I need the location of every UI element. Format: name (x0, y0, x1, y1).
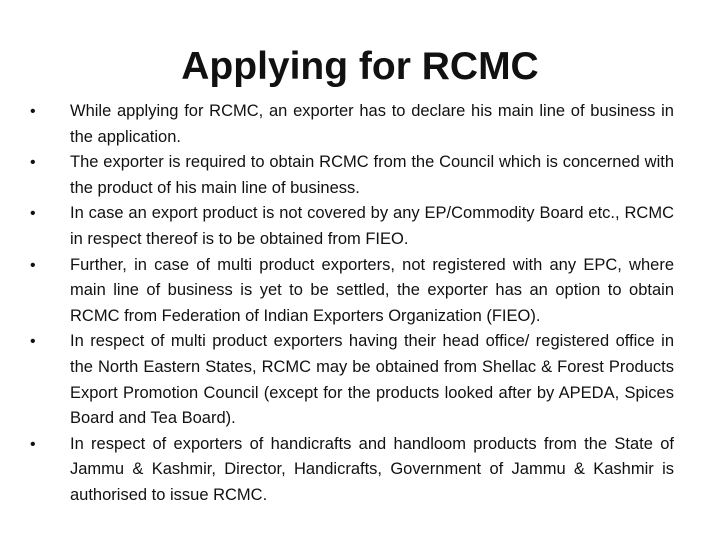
bullet-text: While applying for RCMC, an exporter has to declare his main line of business in the application. (70, 102, 674, 146)
bullet-icon: • (30, 205, 36, 223)
bullet-text: In case an export product is not covered by any EP/Commodity Board etc., RCMC in respect thereof is to be obtained from FIEO. (70, 204, 674, 248)
bullet-icon: • (30, 154, 36, 172)
bullet-text: In respect of multi product exporters having their head office/ registered office in the North Eastern States, RCMC may be obtained from Shellac & Forest Products Export Promotion Council (except for the products looked after by APEDA, Spices Board and Tea Board). (70, 332, 674, 428)
slide-title: Applying for RCMC (181, 45, 539, 88)
bullet-item (30, 201, 674, 252)
bullet-list (30, 99, 674, 509)
bullet-icon: • (30, 333, 36, 351)
bullet-item (30, 150, 674, 201)
bullet-icon: • (30, 103, 36, 120)
bullet-icon: • (30, 435, 36, 453)
bullet-item (30, 99, 674, 150)
bullet-item (30, 432, 674, 509)
bullet-text: In respect of exporters of handicrafts and handloom products from the State of Jammu & Kashmir, Director, Handicrafts, Government of Jammu & Kashmir is authorised to issue RCMC. (70, 434, 674, 504)
bullet-text: The exporter is required to obtain RCMC from the Council which is concerned with the product of his main line of business. (70, 153, 674, 197)
bullet-item (30, 329, 674, 431)
bullet-text: Further, in case of multi product exporters, not registered with any EPC, where main line of business is yet to be settled, the exporter has an option to obtain RCMC from Federation of Indian Exporters Organization (FIEO). (70, 255, 674, 325)
bullet-item (30, 253, 674, 330)
bullet-icon: • (30, 256, 36, 274)
